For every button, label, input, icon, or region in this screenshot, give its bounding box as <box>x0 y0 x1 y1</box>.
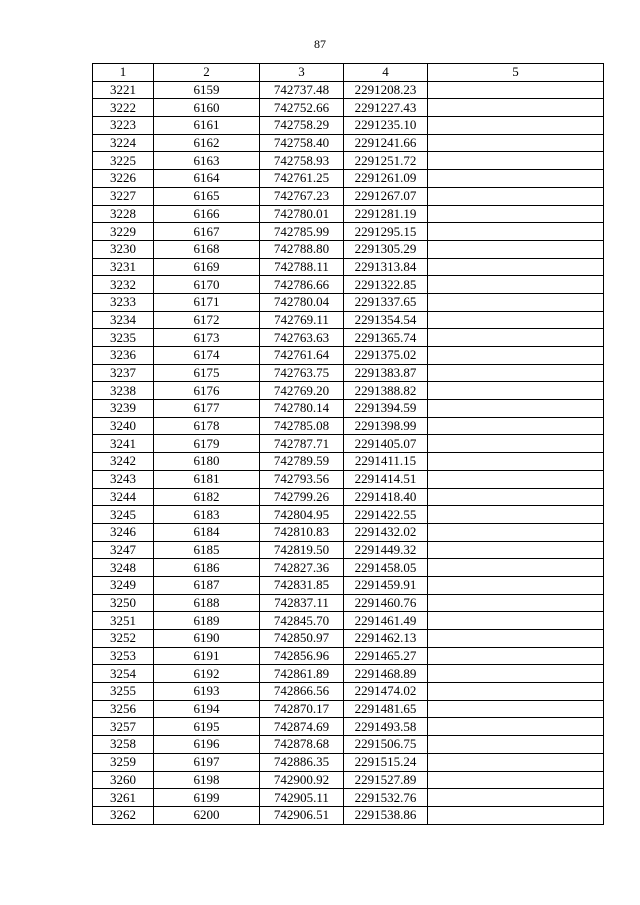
table-cell: 3236 <box>93 347 154 365</box>
table-cell: 2291405.07 <box>344 435 428 453</box>
table-cell: 3229 <box>93 223 154 241</box>
table-cell <box>428 700 604 718</box>
table-cell: 3246 <box>93 523 154 541</box>
table-cell: 6195 <box>154 718 260 736</box>
table-cell <box>428 205 604 223</box>
table-row <box>93 700 604 718</box>
table-row <box>93 594 604 612</box>
table-cell <box>428 99 604 117</box>
table-cell <box>428 276 604 294</box>
table-cell: 742788.11 <box>260 258 344 276</box>
table-cell <box>428 753 604 771</box>
table-cell: 2291515.24 <box>344 753 428 771</box>
table-cell: 742799.26 <box>260 488 344 506</box>
table-row <box>93 134 604 152</box>
table-cell: 742788.80 <box>260 240 344 258</box>
table-cell <box>428 470 604 488</box>
table-cell: 2291411.15 <box>344 453 428 471</box>
table-cell: 2291506.75 <box>344 736 428 754</box>
table-cell <box>428 576 604 594</box>
table-row <box>93 258 604 276</box>
table-cell: 6159 <box>154 81 260 99</box>
table-cell: 2291235.10 <box>344 117 428 135</box>
table-cell: 742810.83 <box>260 523 344 541</box>
table-cell: 2291375.02 <box>344 347 428 365</box>
column-header-1: 1 <box>93 64 154 82</box>
table-cell: 3244 <box>93 488 154 506</box>
table-cell: 3226 <box>93 170 154 188</box>
table-cell: 742861.89 <box>260 665 344 683</box>
table-cell: 2291388.82 <box>344 382 428 400</box>
table-cell: 3260 <box>93 771 154 789</box>
table-cell <box>428 630 604 648</box>
table-cell: 3245 <box>93 506 154 524</box>
table-cell: 3237 <box>93 364 154 382</box>
table-cell: 6191 <box>154 647 260 665</box>
table-row <box>93 364 604 382</box>
table-cell: 2291418.40 <box>344 488 428 506</box>
table-cell: 6192 <box>154 665 260 683</box>
table-cell: 2291261.09 <box>344 170 428 188</box>
table-cell: 742878.68 <box>260 736 344 754</box>
table-cell: 2291208.23 <box>344 81 428 99</box>
table-cell: 2291281.19 <box>344 205 428 223</box>
table-row <box>93 647 604 665</box>
table-cell <box>428 364 604 382</box>
table-cell: 3261 <box>93 789 154 807</box>
table-cell: 6160 <box>154 99 260 117</box>
table-cell: 742769.11 <box>260 311 344 329</box>
table-cell <box>428 789 604 807</box>
table-cell: 2291481.65 <box>344 700 428 718</box>
table-cell <box>428 612 604 630</box>
table-cell: 742780.01 <box>260 205 344 223</box>
table-cell: 2291322.85 <box>344 276 428 294</box>
column-header-5: 5 <box>428 64 604 82</box>
table-cell: 3233 <box>93 293 154 311</box>
table-row <box>93 665 604 683</box>
table-cell: 3230 <box>93 240 154 258</box>
table-cell: 742837.11 <box>260 594 344 612</box>
table-cell: 6168 <box>154 240 260 258</box>
table-cell: 2291414.51 <box>344 470 428 488</box>
table-cell: 742785.08 <box>260 417 344 435</box>
table-cell: 6178 <box>154 417 260 435</box>
table-cell: 2291398.99 <box>344 417 428 435</box>
table-row <box>93 541 604 559</box>
table-cell: 2291465.27 <box>344 647 428 665</box>
table-cell: 6177 <box>154 400 260 418</box>
table-cell: 2291383.87 <box>344 364 428 382</box>
table-row <box>93 806 604 824</box>
table-row <box>93 347 604 365</box>
table-cell: 6190 <box>154 630 260 648</box>
table-cell: 6194 <box>154 700 260 718</box>
table-cell: 6180 <box>154 453 260 471</box>
table-cell: 742758.40 <box>260 134 344 152</box>
table-row <box>93 117 604 135</box>
table-cell: 2291458.05 <box>344 559 428 577</box>
page-number: 87 <box>314 37 326 51</box>
column-header-2: 2 <box>154 64 260 82</box>
table-cell: 3247 <box>93 541 154 559</box>
table-cell: 742856.96 <box>260 647 344 665</box>
table-cell: 742900.92 <box>260 771 344 789</box>
table-cell: 742845.70 <box>260 612 344 630</box>
table-cell <box>428 665 604 683</box>
table-cell: 742804.95 <box>260 506 344 524</box>
table-cell: 6183 <box>154 506 260 524</box>
table-row <box>93 506 604 524</box>
table-cell <box>428 187 604 205</box>
table-cell: 2291493.58 <box>344 718 428 736</box>
table-cell: 742761.25 <box>260 170 344 188</box>
table-cell <box>428 134 604 152</box>
table-cell: 3227 <box>93 187 154 205</box>
table-cell: 3240 <box>93 417 154 435</box>
table-cell: 6171 <box>154 293 260 311</box>
table-cell: 3225 <box>93 152 154 170</box>
table-cell: 6161 <box>154 117 260 135</box>
table-cell <box>428 258 604 276</box>
table-row <box>93 293 604 311</box>
table-cell: 6164 <box>154 170 260 188</box>
table-cell: 2291354.54 <box>344 311 428 329</box>
table-cell: 742866.56 <box>260 683 344 701</box>
table-cell: 3222 <box>93 99 154 117</box>
table-row <box>93 152 604 170</box>
table-cell <box>428 81 604 99</box>
table-cell: 742763.75 <box>260 364 344 382</box>
table-cell <box>428 541 604 559</box>
table-cell: 742906.51 <box>260 806 344 824</box>
table-cell: 6175 <box>154 364 260 382</box>
table-cell: 3224 <box>93 134 154 152</box>
table-row <box>93 523 604 541</box>
table-cell: 6199 <box>154 789 260 807</box>
table-row <box>93 382 604 400</box>
table-cell: 742819.50 <box>260 541 344 559</box>
table-cell: 3249 <box>93 576 154 594</box>
table-cell: 742793.56 <box>260 470 344 488</box>
table-row <box>93 417 604 435</box>
table-cell: 3251 <box>93 612 154 630</box>
table-row <box>93 205 604 223</box>
table-cell <box>428 311 604 329</box>
coordinates-table <box>92 63 604 825</box>
table-row <box>93 612 604 630</box>
table-cell: 2291267.07 <box>344 187 428 205</box>
table-cell <box>428 453 604 471</box>
table-header-row <box>93 64 604 82</box>
table-cell: 742850.97 <box>260 630 344 648</box>
table-cell: 3259 <box>93 753 154 771</box>
table-cell: 6188 <box>154 594 260 612</box>
table-cell <box>428 400 604 418</box>
table-cell <box>428 736 604 754</box>
table-cell: 2291337.65 <box>344 293 428 311</box>
table-row <box>93 276 604 294</box>
table-row <box>93 99 604 117</box>
table-cell: 3253 <box>93 647 154 665</box>
table-cell: 742827.36 <box>260 559 344 577</box>
table-cell: 2291527.89 <box>344 771 428 789</box>
table-cell: 742767.23 <box>260 187 344 205</box>
table-cell <box>428 559 604 577</box>
table-row <box>93 488 604 506</box>
table-cell: 2291394.59 <box>344 400 428 418</box>
table-cell: 742758.93 <box>260 152 344 170</box>
table-cell <box>428 488 604 506</box>
table-cell <box>428 523 604 541</box>
table-cell: 2291532.76 <box>344 789 428 807</box>
table-row <box>93 630 604 648</box>
table-cell: 742758.29 <box>260 117 344 135</box>
table-cell: 2291422.55 <box>344 506 428 524</box>
table-cell: 3255 <box>93 683 154 701</box>
table-row <box>93 240 604 258</box>
table-cell <box>428 240 604 258</box>
table-row <box>93 559 604 577</box>
table-row <box>93 718 604 736</box>
table-cell <box>428 771 604 789</box>
table-cell: 742763.63 <box>260 329 344 347</box>
table-cell <box>428 117 604 135</box>
table-cell: 742886.35 <box>260 753 344 771</box>
table-cell <box>428 329 604 347</box>
table-cell: 6184 <box>154 523 260 541</box>
table-cell: 6163 <box>154 152 260 170</box>
table-cell: 6174 <box>154 347 260 365</box>
table-cell: 6166 <box>154 205 260 223</box>
table-cell: 3242 <box>93 453 154 471</box>
table-cell <box>428 293 604 311</box>
table-cell: 3221 <box>93 81 154 99</box>
table-cell: 3254 <box>93 665 154 683</box>
table-cell: 2291305.29 <box>344 240 428 258</box>
table-body <box>93 81 604 824</box>
table-cell: 2291459.91 <box>344 576 428 594</box>
table-cell: 6170 <box>154 276 260 294</box>
table-row <box>93 736 604 754</box>
table-cell: 742905.11 <box>260 789 344 807</box>
table-cell: 2291461.49 <box>344 612 428 630</box>
table-cell: 2291474.02 <box>344 683 428 701</box>
table-cell <box>428 506 604 524</box>
table-cell <box>428 417 604 435</box>
table-cell <box>428 152 604 170</box>
table-cell <box>428 594 604 612</box>
table-cell: 6200 <box>154 806 260 824</box>
table-cell: 6172 <box>154 311 260 329</box>
table-row <box>93 311 604 329</box>
table-cell: 6198 <box>154 771 260 789</box>
table-row <box>93 771 604 789</box>
table-cell: 6167 <box>154 223 260 241</box>
table-cell: 6189 <box>154 612 260 630</box>
table-cell <box>428 647 604 665</box>
table-row <box>93 400 604 418</box>
table-cell <box>428 683 604 701</box>
table-cell: 2291468.89 <box>344 665 428 683</box>
table-cell: 2291462.13 <box>344 630 428 648</box>
table-cell: 742789.59 <box>260 453 344 471</box>
table-cell: 6186 <box>154 559 260 577</box>
table-row <box>93 789 604 807</box>
table-cell: 3238 <box>93 382 154 400</box>
table-cell: 742870.17 <box>260 700 344 718</box>
table-row <box>93 470 604 488</box>
table-cell: 742761.64 <box>260 347 344 365</box>
table-row <box>93 81 604 99</box>
table-cell <box>428 347 604 365</box>
table-cell: 2291449.32 <box>344 541 428 559</box>
table-cell: 2291295.15 <box>344 223 428 241</box>
table-cell: 6165 <box>154 187 260 205</box>
table-cell: 3239 <box>93 400 154 418</box>
table-cell: 742780.14 <box>260 400 344 418</box>
table-cell <box>428 223 604 241</box>
table-cell: 3223 <box>93 117 154 135</box>
table-cell: 6169 <box>154 258 260 276</box>
table-cell: 2291538.86 <box>344 806 428 824</box>
column-header-3: 3 <box>260 64 344 82</box>
table-cell: 742769.20 <box>260 382 344 400</box>
table-cell: 6182 <box>154 488 260 506</box>
table-cell <box>428 718 604 736</box>
table-cell: 742831.85 <box>260 576 344 594</box>
table-row <box>93 453 604 471</box>
table-cell: 2291432.02 <box>344 523 428 541</box>
table-cell: 742780.04 <box>260 293 344 311</box>
table-cell: 6197 <box>154 753 260 771</box>
table-row <box>93 683 604 701</box>
table-cell: 2291365.74 <box>344 329 428 347</box>
table-row <box>93 223 604 241</box>
table-cell: 2291460.76 <box>344 594 428 612</box>
table-cell: 3231 <box>93 258 154 276</box>
table-cell: 3262 <box>93 806 154 824</box>
table-cell <box>428 806 604 824</box>
table-cell: 6193 <box>154 683 260 701</box>
table-cell: 742874.69 <box>260 718 344 736</box>
table-cell: 3228 <box>93 205 154 223</box>
table-cell: 742786.66 <box>260 276 344 294</box>
table-cell: 6181 <box>154 470 260 488</box>
table-cell: 2291251.72 <box>344 152 428 170</box>
table-row <box>93 576 604 594</box>
table-cell <box>428 382 604 400</box>
table-row <box>93 753 604 771</box>
table-cell: 3232 <box>93 276 154 294</box>
table-cell: 742752.66 <box>260 99 344 117</box>
table-cell: 742737.48 <box>260 81 344 99</box>
table-cell: 6196 <box>154 736 260 754</box>
table-cell: 6187 <box>154 576 260 594</box>
table-cell: 3243 <box>93 470 154 488</box>
table-cell <box>428 435 604 453</box>
table-cell: 6162 <box>154 134 260 152</box>
table-cell: 2291313.84 <box>344 258 428 276</box>
table-cell: 2291227.43 <box>344 99 428 117</box>
table-cell: 3252 <box>93 630 154 648</box>
table-cell: 3256 <box>93 700 154 718</box>
table-cell: 3241 <box>93 435 154 453</box>
table-cell: 3257 <box>93 718 154 736</box>
table-cell: 742785.99 <box>260 223 344 241</box>
table-cell: 742787.71 <box>260 435 344 453</box>
table-cell: 3235 <box>93 329 154 347</box>
column-header-4: 4 <box>344 64 428 82</box>
table-cell: 3248 <box>93 559 154 577</box>
table-row <box>93 329 604 347</box>
table-row <box>93 170 604 188</box>
table-cell: 6173 <box>154 329 260 347</box>
table-cell: 6176 <box>154 382 260 400</box>
table-cell: 3250 <box>93 594 154 612</box>
table-cell: 6179 <box>154 435 260 453</box>
table-cell: 3234 <box>93 311 154 329</box>
table-cell: 2291241.66 <box>344 134 428 152</box>
table-cell <box>428 170 604 188</box>
table-cell: 3258 <box>93 736 154 754</box>
table-row <box>93 435 604 453</box>
table-row <box>93 187 604 205</box>
table-cell: 6185 <box>154 541 260 559</box>
